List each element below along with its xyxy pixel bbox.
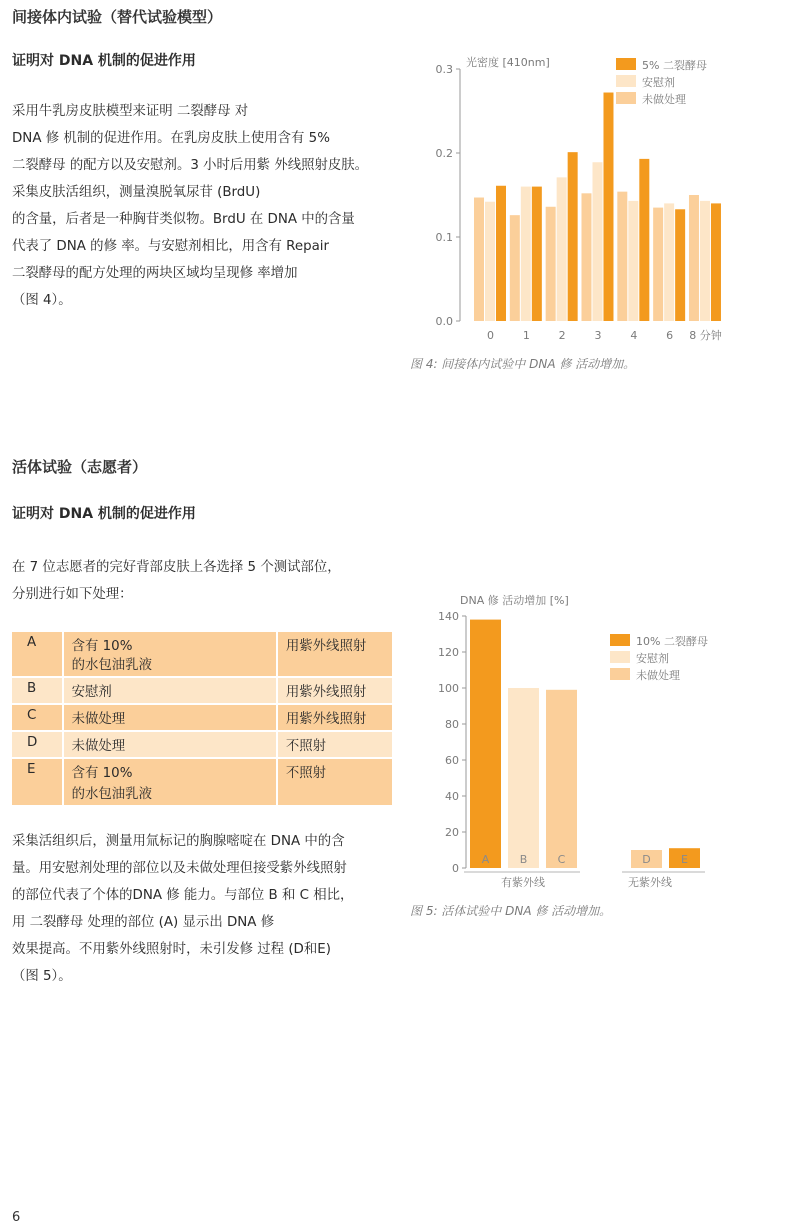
legend <box>616 58 707 106</box>
bar <box>474 198 484 321</box>
bar <box>496 186 506 321</box>
section1-subheading: 证明对 DNA 机制的促进作用 <box>12 53 196 69</box>
bar <box>485 202 495 321</box>
bar <box>510 215 520 321</box>
bar <box>700 201 710 321</box>
x-tick-label: 3 <box>594 329 602 342</box>
bar <box>675 209 685 321</box>
y-tick-label: 60 <box>445 754 459 767</box>
legend-label: 未做处理 <box>642 93 686 106</box>
legend-swatch <box>610 668 630 680</box>
bar <box>639 159 649 321</box>
bar <box>508 688 539 868</box>
y-tick-label: 140 <box>438 610 459 623</box>
x-tick-label: 8 分钟 <box>689 329 722 342</box>
uv-condition: 不照射 <box>277 758 392 806</box>
table-row <box>12 632 392 677</box>
legend-label: 5% 二裂酵母 <box>642 59 707 72</box>
paragraph-line: （图 5）。 <box>12 969 72 984</box>
treatment: 未做处理 <box>63 731 277 758</box>
legend-swatch <box>616 92 636 104</box>
paragraph-line: 分别进行如下处理： <box>12 587 133 602</box>
paragraph-line: 量。用安慰剂处理的部位以及未做处理但接受紫外线照射 <box>12 861 347 876</box>
legend-swatch <box>610 634 630 646</box>
legend-swatch <box>616 75 636 87</box>
bar <box>689 195 699 321</box>
treatment: 未做处理 <box>63 704 277 731</box>
table-row <box>12 704 392 731</box>
y-tick-label: 0 <box>452 862 459 875</box>
figure4-chart <box>410 50 730 350</box>
x-tick-label: 1 <box>522 329 530 342</box>
treatment-table <box>12 632 392 807</box>
table-row <box>12 731 392 758</box>
paragraph-line: 的部位代表了个体的DNA 修 能力。与部位 B 和 C 相比， <box>12 888 354 903</box>
y-tick-label: 0.0 <box>435 315 453 328</box>
site-id: E <box>12 758 63 806</box>
paragraph-line: 采集活组织后，测量用氚标记的胸腺嘧啶在 DNA 中的含 <box>12 834 345 849</box>
x-axis <box>464 872 705 889</box>
bar-label: C <box>557 853 566 866</box>
bar <box>546 690 577 868</box>
x-group-label: 无紫外线 <box>628 876 672 889</box>
figure4-caption: 图 4: 间接体内试验中 DNA 修 活动增加。 <box>410 357 636 371</box>
bar <box>532 187 542 321</box>
figure5-chart <box>410 588 790 893</box>
y-tick-label: 120 <box>438 646 459 659</box>
uv-condition: 用紫外线照射 <box>277 632 392 677</box>
legend <box>610 634 708 682</box>
bar <box>628 201 638 321</box>
bar <box>546 207 556 321</box>
bar-label: A <box>481 853 490 866</box>
y-tick-label: 20 <box>445 826 459 839</box>
bar <box>521 187 531 321</box>
bar <box>603 93 613 321</box>
paragraph-line: 代表了 DNA 的修 率。与安慰剂相比，用含有 Repair <box>12 239 330 254</box>
legend-label: 10% 二裂酵母 <box>636 635 708 648</box>
bar <box>581 193 591 321</box>
bar-label: D <box>642 853 651 866</box>
section2-paragraph <box>12 828 353 990</box>
uv-condition: 用紫外线照射 <box>277 704 392 731</box>
paragraph-line: 采用牛乳房皮肤模型来证明 二裂酵母 对 <box>12 104 249 119</box>
uv-condition: 用紫外线照射 <box>277 677 392 704</box>
legend-label: 未做处理 <box>636 669 680 682</box>
x-tick-label: 4 <box>630 329 638 342</box>
x-tick-label: 0 <box>487 329 494 342</box>
paragraph-line: 采集皮肤活组织，测量溴脱氧尿苷 (BrdU) <box>12 185 261 200</box>
section2-intro <box>12 554 341 608</box>
treatment <box>63 632 277 677</box>
paragraph-line: 在 7 位志愿者的完好背部皮肤上各选择 5 个测试部位， <box>12 560 341 575</box>
bar <box>664 203 674 321</box>
legend-label: 安慰剂 <box>642 76 675 89</box>
figure5-caption: 图 5: 活体试验中 DNA 修 活动增加。 <box>410 904 612 918</box>
site-id: A <box>12 632 63 677</box>
x-axis <box>487 328 722 342</box>
treatment: 安慰剂 <box>63 677 277 704</box>
bar <box>470 620 501 868</box>
legend-label: 安慰剂 <box>636 652 669 665</box>
bar <box>711 203 721 321</box>
bar <box>557 177 567 321</box>
paragraph-line: 的含量，后者是一种胸苷类似物。BrdU 在 DNA 中的含量 <box>12 212 355 227</box>
y-tick-label: 0.1 <box>435 231 453 244</box>
section2-heading: 活体试验（志愿者） <box>12 458 148 476</box>
site-id: B <box>12 677 63 704</box>
section1-paragraph <box>12 98 368 314</box>
x-tick-label: 6 <box>666 329 674 342</box>
paragraph-line: 用 二裂酵母 处理的部位 (A) 显示出 DNA 修 <box>12 915 275 930</box>
y-axis-label: 光密度 [410nm] <box>466 56 550 69</box>
paragraph-line: （图 4）。 <box>12 293 72 308</box>
paragraph-line: 效果提高。不用紫外线照射时，未引发修 过程 (D和E) <box>12 942 331 957</box>
y-axis-label: DNA 修 活动增加 [%] <box>460 594 569 607</box>
bars <box>474 93 721 321</box>
legend-swatch <box>610 651 630 663</box>
paragraph-line: 二裂酵母 的配方以及安慰剂。3 小时后用紫 外线照射皮肤。 <box>12 158 369 173</box>
y-axis <box>436 63 461 328</box>
treatment <box>63 758 277 806</box>
x-tick-label: 2 <box>558 329 566 342</box>
y-tick-label: 100 <box>438 682 459 695</box>
site-id: C <box>12 704 63 731</box>
y-tick-label: 0.3 <box>435 63 453 76</box>
paragraph-line: DNA 修 机制的促进作用。在乳房皮肤上使用含有 5% <box>12 131 330 146</box>
bar <box>653 208 663 321</box>
treatment-line: 的水包油乳液 <box>71 658 152 673</box>
uv-condition: 不照射 <box>277 731 392 758</box>
section1-heading: 间接体内试验（替代试验模型） <box>12 8 223 26</box>
bar <box>617 192 627 321</box>
bar <box>568 152 578 321</box>
y-axis <box>438 610 466 875</box>
x-group-label: 有紫外线 <box>501 876 545 889</box>
paragraph-line: 二裂酵母的配方处理的两块区域均呈现修 率增加 <box>12 266 298 281</box>
treatment-line: 含有 10% <box>71 766 133 781</box>
table-row <box>12 677 392 704</box>
treatment-line: 的水包油乳液 <box>71 787 152 802</box>
y-tick-label: 80 <box>445 718 459 731</box>
bar-label: E <box>681 853 688 866</box>
y-tick-label: 0.2 <box>435 147 453 160</box>
bar <box>592 162 602 321</box>
bar-label: B <box>519 853 528 866</box>
treatment-line: 含有 10% <box>71 639 133 654</box>
legend-swatch <box>616 58 636 70</box>
page-number: 6 <box>12 1210 21 1225</box>
y-tick-label: 40 <box>445 790 459 803</box>
site-id: D <box>12 731 63 758</box>
table-row <box>12 758 392 806</box>
section2-subheading: 证明对 DNA 机制的促进作用 <box>12 506 196 522</box>
